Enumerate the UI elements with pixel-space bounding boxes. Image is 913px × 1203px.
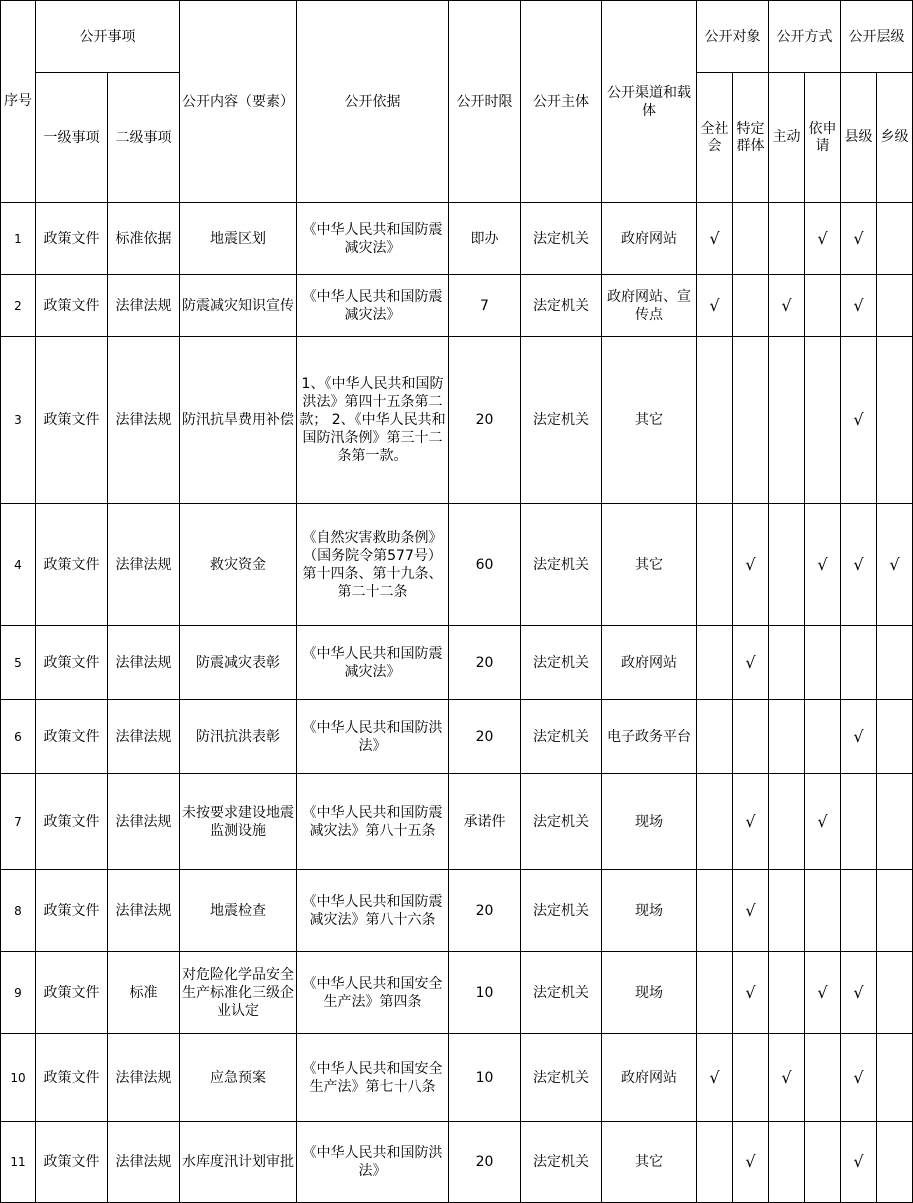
cell-basis: 《中华人民共和国防洪法》 xyxy=(297,700,449,774)
cell-all-society xyxy=(697,700,733,774)
cell-specific-group xyxy=(733,504,769,626)
cell-level2: 法律法规 xyxy=(108,1122,180,1203)
header-method-active: 主动 xyxy=(769,73,805,203)
header-level-town: 乡级 xyxy=(877,73,913,203)
cell-seq: 7 xyxy=(1,774,36,870)
cell-seq: 1 xyxy=(1,203,36,275)
cell-on-request xyxy=(805,700,841,774)
cell-active xyxy=(769,774,805,870)
cell-level1: 政策文件 xyxy=(36,774,108,870)
check-mark-icon: √ xyxy=(709,228,720,248)
check-mark-icon: √ xyxy=(853,228,864,248)
cell-county xyxy=(841,952,877,1034)
header-level1: 一级事项 xyxy=(36,73,108,203)
cell-subject: 法定机关 xyxy=(521,203,602,275)
check-mark-icon: √ xyxy=(853,1067,864,1087)
cell-channel: 现场 xyxy=(602,870,697,952)
cell-county xyxy=(841,1122,877,1203)
cell-content: 水库度汛计划审批 xyxy=(180,1122,297,1203)
cell-basis: 《中华人民共和国防震减灾法》 xyxy=(297,626,449,700)
cell-time-limit: 20 xyxy=(449,337,521,504)
check-mark-icon: √ xyxy=(853,554,864,574)
cell-town xyxy=(877,1122,913,1203)
header-method: 公开方式 xyxy=(769,1,841,73)
cell-content: 防汛抗旱费用补偿 xyxy=(180,337,297,504)
cell-active xyxy=(769,504,805,626)
cell-level1: 政策文件 xyxy=(36,700,108,774)
cell-active xyxy=(769,700,805,774)
cell-on-request xyxy=(805,1034,841,1122)
cell-subject: 法定机关 xyxy=(521,774,602,870)
cell-content: 防震减灾知识宣传 xyxy=(180,275,297,337)
cell-specific-group xyxy=(733,870,769,952)
cell-specific-group xyxy=(733,700,769,774)
cell-town xyxy=(877,774,913,870)
check-mark-icon: √ xyxy=(781,295,792,315)
check-mark-icon: √ xyxy=(745,900,756,920)
check-mark-icon: √ xyxy=(853,982,864,1002)
cell-level1: 政策文件 xyxy=(36,870,108,952)
cell-specific-group xyxy=(733,774,769,870)
cell-subject: 法定机关 xyxy=(521,1034,602,1122)
cell-town xyxy=(877,504,913,626)
cell-seq: 9 xyxy=(1,952,36,1034)
cell-on-request xyxy=(805,203,841,275)
cell-time-limit: 10 xyxy=(449,952,521,1034)
cell-specific-group xyxy=(733,952,769,1034)
cell-time-limit: 20 xyxy=(449,870,521,952)
cell-county xyxy=(841,337,877,504)
cell-seq: 5 xyxy=(1,626,36,700)
cell-level2: 法律法规 xyxy=(108,626,180,700)
table-row xyxy=(1,337,913,504)
cell-level1: 政策文件 xyxy=(36,1034,108,1122)
cell-all-society xyxy=(697,1122,733,1203)
cell-active xyxy=(769,870,805,952)
cell-all-society xyxy=(697,774,733,870)
cell-basis: 《中华人民共和国安全生产法》第四条 xyxy=(297,952,449,1034)
cell-channel: 政府网站、宣传点 xyxy=(602,275,697,337)
cell-seq: 2 xyxy=(1,275,36,337)
cell-active xyxy=(769,1122,805,1203)
cell-content: 未按要求建设地震监测设施 xyxy=(180,774,297,870)
cell-seq: 8 xyxy=(1,870,36,952)
cell-basis: 1、《中华人民共和国防洪法》第四十五条第二款； 2、《中华人民共和国防汛条例》第三十二条第一款。 xyxy=(297,337,449,504)
cell-seq: 4 xyxy=(1,504,36,626)
header-level: 公开层级 xyxy=(841,1,913,73)
cell-town xyxy=(877,337,913,504)
cell-level1: 政策文件 xyxy=(36,504,108,626)
cell-active xyxy=(769,203,805,275)
cell-basis: 《中华人民共和国防震减灾法》 xyxy=(297,275,449,337)
cell-subject: 法定机关 xyxy=(521,275,602,337)
cell-level2: 法律法规 xyxy=(108,1034,180,1122)
check-mark-icon: √ xyxy=(889,554,900,574)
cell-content: 对危险化学品安全生产标准化三级企业认定 xyxy=(180,952,297,1034)
cell-specific-group xyxy=(733,1122,769,1203)
cell-level2: 标准 xyxy=(108,952,180,1034)
cell-level1: 政策文件 xyxy=(36,952,108,1034)
cell-active xyxy=(769,1034,805,1122)
header-target: 公开对象 xyxy=(697,1,769,73)
header-time-limit: 公开时限 xyxy=(449,1,521,203)
cell-basis: 《自然灾害救助条例》（国务院令第577号）第十四条、第十九条、第二十二条 xyxy=(297,504,449,626)
cell-specific-group xyxy=(733,203,769,275)
cell-all-society xyxy=(697,275,733,337)
cell-specific-group xyxy=(733,626,769,700)
cell-town xyxy=(877,700,913,774)
cell-town xyxy=(877,952,913,1034)
cell-channel: 其它 xyxy=(602,1122,697,1203)
cell-content: 应急预案 xyxy=(180,1034,297,1122)
header-channel: 公开渠道和载体 xyxy=(602,1,697,203)
cell-subject: 法定机关 xyxy=(521,870,602,952)
header-target-group: 特定群体 xyxy=(733,73,769,203)
cell-content: 防震减灾表彰 xyxy=(180,626,297,700)
check-mark-icon: √ xyxy=(853,726,864,746)
cell-on-request xyxy=(805,870,841,952)
table-row xyxy=(1,700,913,774)
cell-time-limit: 10 xyxy=(449,1034,521,1122)
cell-all-society xyxy=(697,203,733,275)
cell-all-society xyxy=(697,952,733,1034)
table-row xyxy=(1,203,913,275)
check-mark-icon: √ xyxy=(745,652,756,672)
cell-specific-group xyxy=(733,337,769,504)
cell-basis: 《中华人民共和国防震减灾法》第八十五条 xyxy=(297,774,449,870)
cell-time-limit: 20 xyxy=(449,700,521,774)
check-mark-icon: √ xyxy=(709,295,720,315)
cell-time-limit: 即办 xyxy=(449,203,521,275)
cell-channel: 其它 xyxy=(602,504,697,626)
cell-content: 防汛抗洪表彰 xyxy=(180,700,297,774)
cell-level2: 法律法规 xyxy=(108,700,180,774)
cell-on-request xyxy=(805,275,841,337)
cell-seq: 10 xyxy=(1,1034,36,1122)
check-mark-icon: √ xyxy=(817,554,828,574)
header-basis: 公开依据 xyxy=(297,1,449,203)
cell-town xyxy=(877,626,913,700)
cell-on-request xyxy=(805,1122,841,1203)
table-row xyxy=(1,1122,913,1203)
cell-on-request xyxy=(805,774,841,870)
header-content: 公开内容（要素） xyxy=(180,1,297,203)
header-level2: 二级事项 xyxy=(108,73,180,203)
cell-level1: 政策文件 xyxy=(36,275,108,337)
check-mark-icon: √ xyxy=(745,982,756,1002)
cell-on-request xyxy=(805,504,841,626)
table-row xyxy=(1,1034,913,1122)
cell-level1: 政策文件 xyxy=(36,203,108,275)
cell-level1: 政策文件 xyxy=(36,1122,108,1203)
cell-level1: 政策文件 xyxy=(36,337,108,504)
cell-content: 地震区划 xyxy=(180,203,297,275)
cell-subject: 法定机关 xyxy=(521,1122,602,1203)
check-mark-icon: √ xyxy=(817,982,828,1002)
cell-all-society xyxy=(697,504,733,626)
table-row xyxy=(1,626,913,700)
cell-seq: 3 xyxy=(1,337,36,504)
table-row xyxy=(1,952,913,1034)
cell-county xyxy=(841,275,877,337)
cell-subject: 法定机关 xyxy=(521,626,602,700)
cell-channel: 电子政务平台 xyxy=(602,700,697,774)
cell-all-society xyxy=(697,1034,733,1122)
cell-specific-group xyxy=(733,1034,769,1122)
cell-basis: 《中华人民共和国防洪法》 xyxy=(297,1122,449,1203)
cell-basis: 《中华人民共和国安全生产法》第七十八条 xyxy=(297,1034,449,1122)
cell-basis: 《中华人民共和国防震减灾法》 xyxy=(297,203,449,275)
cell-channel: 其它 xyxy=(602,337,697,504)
cell-time-limit: 20 xyxy=(449,626,521,700)
cell-seq: 11 xyxy=(1,1122,36,1203)
cell-channel: 政府网站 xyxy=(602,626,697,700)
cell-level1: 政策文件 xyxy=(36,626,108,700)
table-row xyxy=(1,504,913,626)
cell-county xyxy=(841,626,877,700)
cell-all-society xyxy=(697,870,733,952)
check-mark-icon: √ xyxy=(853,295,864,315)
cell-all-society xyxy=(697,337,733,504)
cell-county xyxy=(841,700,877,774)
cell-town xyxy=(877,275,913,337)
cell-county xyxy=(841,504,877,626)
cell-level2: 法律法规 xyxy=(108,337,180,504)
cell-town xyxy=(877,1034,913,1122)
cell-level2: 法律法规 xyxy=(108,504,180,626)
cell-channel: 现场 xyxy=(602,952,697,1034)
header-method-request: 依申请 xyxy=(805,73,841,203)
cell-time-limit: 60 xyxy=(449,504,521,626)
check-mark-icon: √ xyxy=(745,1152,756,1171)
cell-content: 地震检查 xyxy=(180,870,297,952)
cell-subject: 法定机关 xyxy=(521,337,602,504)
check-mark-icon: √ xyxy=(745,554,756,574)
cell-all-society xyxy=(697,626,733,700)
header-seq: 序号 xyxy=(1,1,36,203)
cell-active xyxy=(769,952,805,1034)
cell-level2: 法律法规 xyxy=(108,774,180,870)
cell-basis: 《中华人民共和国防震减灾法》第八十六条 xyxy=(297,870,449,952)
header-subject: 公开主体 xyxy=(521,1,602,203)
cell-county xyxy=(841,774,877,870)
cell-channel: 政府网站 xyxy=(602,203,697,275)
table-row xyxy=(1,275,913,337)
check-mark-icon: √ xyxy=(745,811,756,831)
cell-active xyxy=(769,275,805,337)
check-mark-icon: √ xyxy=(817,228,828,248)
cell-time-limit: 20 xyxy=(449,1122,521,1203)
cell-on-request xyxy=(805,952,841,1034)
cell-county xyxy=(841,1034,877,1122)
cell-active xyxy=(769,337,805,504)
table-body xyxy=(1,203,913,1203)
cell-town xyxy=(877,870,913,952)
cell-active xyxy=(769,626,805,700)
header-target-all: 全社会 xyxy=(697,73,733,203)
header-disclosure-items: 公开事项 xyxy=(36,1,180,73)
cell-channel: 政府网站 xyxy=(602,1034,697,1122)
cell-town xyxy=(877,203,913,275)
cell-level2: 标准依据 xyxy=(108,203,180,275)
cell-time-limit: 7 xyxy=(449,275,521,337)
cell-level2: 法律法规 xyxy=(108,870,180,952)
check-mark-icon: √ xyxy=(781,1067,792,1087)
cell-subject: 法定机关 xyxy=(521,504,602,626)
header-level-county: 县级 xyxy=(841,73,877,203)
cell-subject: 法定机关 xyxy=(521,700,602,774)
cell-content: 救灾资金 xyxy=(180,504,297,626)
cell-time-limit: 承诺件 xyxy=(449,774,521,870)
cell-county xyxy=(841,870,877,952)
check-mark-icon: √ xyxy=(853,410,864,429)
cell-level2: 法律法规 xyxy=(108,275,180,337)
cell-on-request xyxy=(805,337,841,504)
table-row xyxy=(1,870,913,952)
check-mark-icon: √ xyxy=(853,1152,864,1171)
cell-county xyxy=(841,203,877,275)
check-mark-icon: √ xyxy=(709,1067,720,1087)
cell-subject: 法定机关 xyxy=(521,952,602,1034)
check-mark-icon: √ xyxy=(817,811,828,831)
cell-seq: 6 xyxy=(1,700,36,774)
table-row xyxy=(1,774,913,870)
cell-on-request xyxy=(805,626,841,700)
cell-specific-group xyxy=(733,275,769,337)
cell-channel: 现场 xyxy=(602,774,697,870)
